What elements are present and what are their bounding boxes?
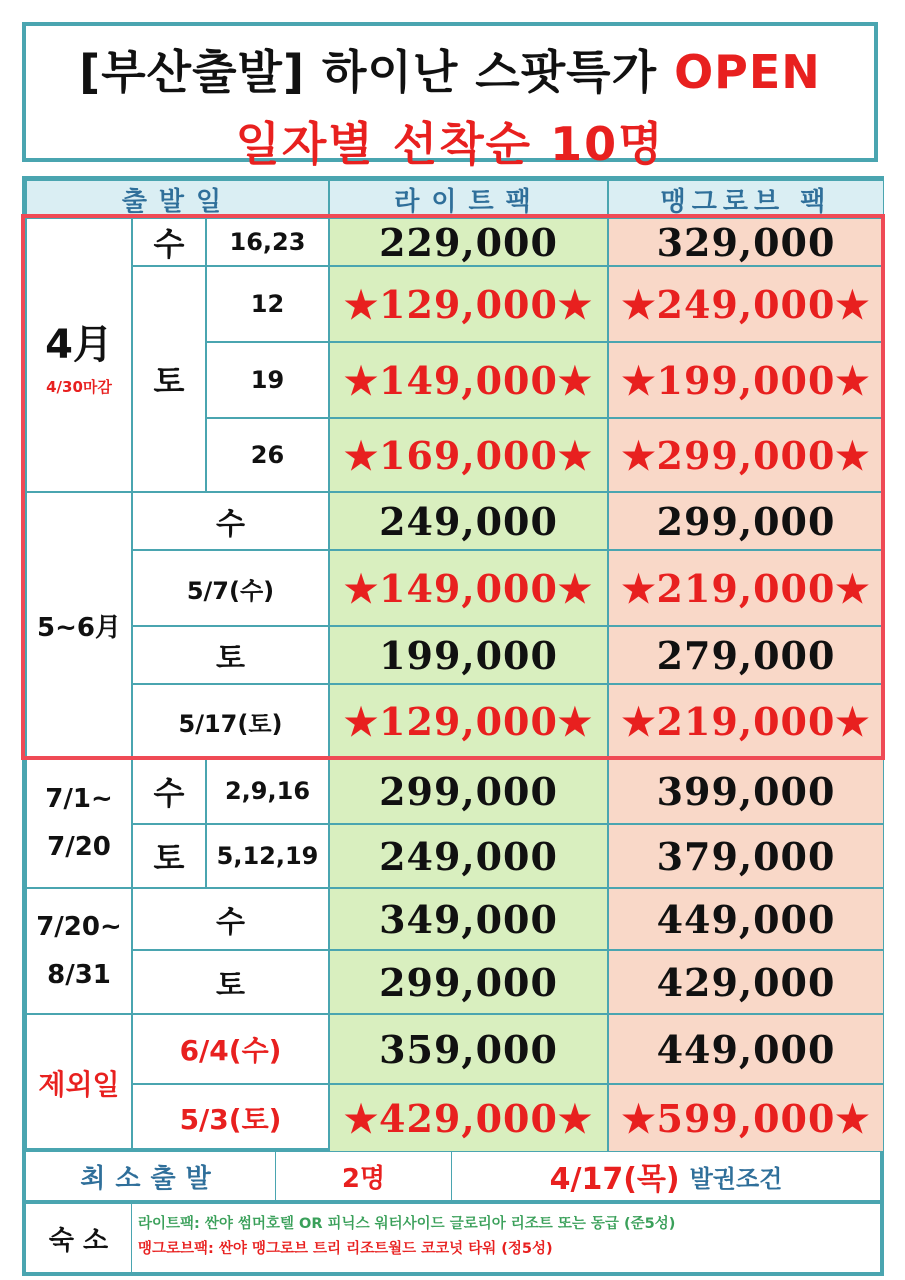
mayjune-light-price: ★129,000★: [329, 684, 608, 758]
excluded-date: 6/4(수): [132, 1014, 329, 1084]
july2-light-price: 349,000: [329, 888, 608, 950]
header-light-pack: 라이트팩: [329, 180, 608, 218]
april-wed-dates: 16,23: [206, 218, 329, 266]
mayjune-light-price: ★149,000★: [329, 550, 608, 626]
july2-period-start: 7/20~: [36, 912, 122, 942]
april-month: 4月: [45, 322, 113, 368]
april-month-cell: [26, 218, 132, 492]
july1-dates: 2,9,16: [206, 758, 329, 824]
april-sat-mangrove-price: ★249,000★: [608, 266, 884, 342]
july1-mangrove-price: 399,000: [608, 758, 884, 824]
lodging-label: 숙 소: [26, 1204, 132, 1272]
mayjune-mangrove-price: 299,000: [608, 492, 884, 550]
july2-day: 수: [132, 888, 329, 950]
ticketing-condition: [452, 1152, 880, 1200]
lodging-row: [22, 1204, 884, 1276]
july1-day: 수: [132, 758, 206, 824]
page-title: [26, 36, 874, 102]
july1-dates: 5,12,19: [206, 824, 329, 888]
april-sat-light-price: ★149,000★: [329, 342, 608, 418]
april-sat-day: 토: [132, 266, 206, 492]
july2-period-cell: [26, 888, 132, 1014]
mayjune-label: 5/7(수): [132, 550, 329, 626]
april-sat-light-price: ★169,000★: [329, 418, 608, 492]
lodging-mangrove-pack: 맹그로브팩: 싼야 맹그로브 트리 리조트월드 코코넛 타워 (정5성): [138, 1241, 553, 1257]
april-sat-mangrove-price: ★199,000★: [608, 342, 884, 418]
mayjune-label: 5/17(토): [132, 684, 329, 758]
excluded-light-price: 359,000: [329, 1014, 608, 1084]
ticketing-label: 발권조건: [689, 1164, 783, 1193]
july1-period-end: 7/20: [47, 832, 111, 862]
july2-light-price: 299,000: [329, 950, 608, 1014]
lodging-light-pack: 라이트팩: 싼야 썸머호텔 OR 피닉스 워터사이드 글로리아 리조트 또는 동급 (준5성): [138, 1216, 676, 1232]
excluded-mangrove-price: ★599,000★: [608, 1084, 884, 1152]
lodging-details: [138, 1212, 876, 1262]
mayjune-mangrove-price: ★219,000★: [608, 550, 884, 626]
mayjune-mangrove-price: ★219,000★: [608, 684, 884, 758]
april-wed-day: 수: [132, 218, 206, 266]
mayjune-mangrove-price: 279,000: [608, 626, 884, 684]
april-sat-date: 26: [206, 418, 329, 492]
mayjune-light-price: 199,000: [329, 626, 608, 684]
min-departure-value: 2명: [276, 1152, 452, 1200]
july1-period-start: 7/1~: [45, 784, 113, 814]
april-wed-mangrove-price: 329,000: [608, 218, 884, 266]
april-sat-mangrove-price: ★299,000★: [608, 418, 884, 492]
ticketing-date: 4/17(목): [549, 1162, 680, 1197]
mayjune-light-price: 249,000: [329, 492, 608, 550]
mayjune-label: 수: [132, 492, 329, 550]
header-departure: 출발일: [26, 180, 329, 218]
excluded-date: 5/3(토): [132, 1084, 329, 1152]
april-wed-light-price: 229,000: [329, 218, 608, 266]
july1-period-cell: [26, 758, 132, 888]
min-departure-label: 최소출발: [26, 1152, 276, 1200]
april-deadline: 4/30마감: [46, 378, 112, 396]
april-sat-date: 12: [206, 266, 329, 342]
july2-mangrove-price: 429,000: [608, 950, 884, 1014]
july1-mangrove-price: 379,000: [608, 824, 884, 888]
april-sat-date: 19: [206, 342, 329, 418]
excluded-mangrove-price: 449,000: [608, 1014, 884, 1084]
price-table: [22, 176, 884, 1152]
july1-day: 토: [132, 824, 206, 888]
title-banner: [22, 22, 878, 171]
page-subtitle: 일자별 선착순 10명: [235, 117, 665, 171]
excluded-light-price: ★429,000★: [329, 1084, 608, 1152]
july1-light-price: 299,000: [329, 758, 608, 824]
mayjune-month: 5~6月: [26, 492, 132, 758]
title-prefix: [부산출발] 하이난 스팟특가: [79, 45, 658, 99]
april-sat-light-price: ★129,000★: [329, 266, 608, 342]
july2-day: 토: [132, 950, 329, 1014]
july2-period-end: 8/31: [47, 960, 111, 990]
july2-mangrove-price: 449,000: [608, 888, 884, 950]
title-open: OPEN: [674, 45, 821, 99]
mayjune-label: 토: [132, 626, 329, 684]
july1-light-price: 249,000: [329, 824, 608, 888]
excluded-label: 제외일: [26, 1014, 132, 1152]
minimum-departure-row: [22, 1152, 884, 1204]
header-mangrove-pack: 맹그로브 팩: [608, 180, 884, 218]
